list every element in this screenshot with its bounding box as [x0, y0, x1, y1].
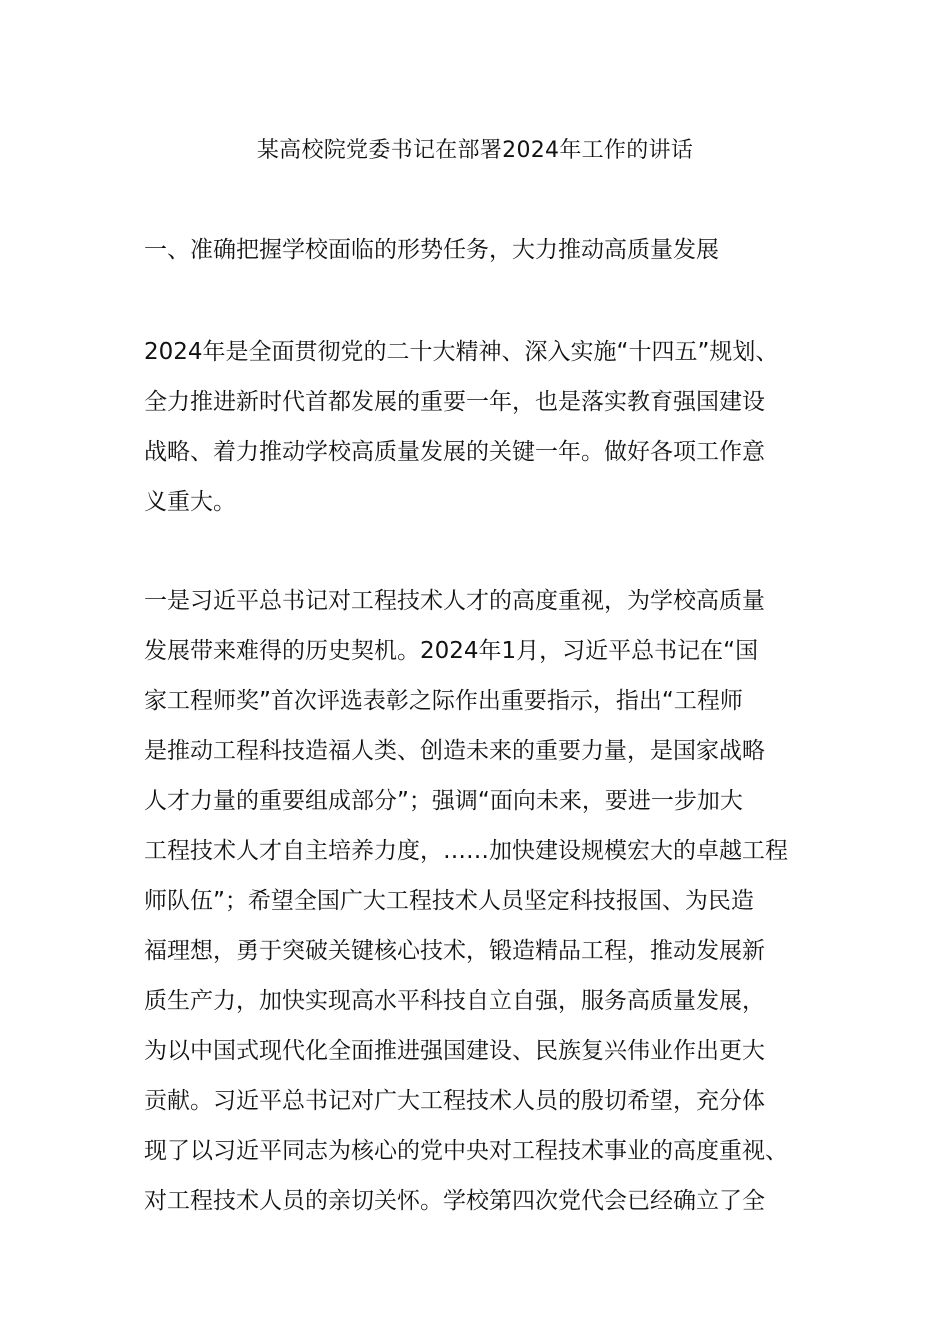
paragraph-line: 师队伍”；希望全国广大工程技术人员坚定科技报国、为民造: [144, 888, 754, 914]
paragraph-line: 为以中国式现代化全面推进强国建设、民族复兴伟业作出更大: [144, 1038, 765, 1064]
paragraph-line: 家工程师奖”首次评选表彰之际作出重要指示，指出“工程师: [144, 688, 743, 714]
paragraph-line: 一是习近平总书记对工程技术人才的高度重视，为学校高质量: [144, 588, 765, 614]
paragraph-line: 全力推进新时代首都发展的重要一年，也是落实教育强国建设: [144, 389, 765, 415]
paragraph-line: 工程技术人才自主培养力度，……加快建设规模宏大的卓越工程: [144, 838, 788, 864]
paragraph: [144, 327, 812, 527]
section-heading: 一、准确把握学校面临的形势任务，大力推动高质量发展: [144, 237, 719, 263]
paragraph-line: 是推动工程科技造福人类、创造未来的重要力量，是国家战略: [144, 738, 765, 764]
paragraph-line: 质生产力，加快实现高水平科技自立自强，服务高质量发展，: [144, 988, 765, 1014]
paragraph-line: 发展带来难得的历史契机。2024年1月，习近平总书记在“国: [144, 638, 759, 664]
paragraph-line: 战略、着力推动学校高质量发展的关键一年。做好各项工作意: [144, 439, 765, 465]
document-title: 某高校院党委书记在部署2024年工作的讲话: [256, 138, 694, 163]
paragraph-line: 贡献。习近平总书记对广大工程技术人员的殷切希望，充分体: [144, 1088, 765, 1114]
paragraph-line: 对工程技术人员的亲切关怀。学校第四次党代会已经确立了全: [144, 1188, 765, 1214]
paragraph-line: 义重大。: [144, 489, 236, 515]
paragraph-line: 人才力量的重要组成部分”；强调“面向未来，要进一步加大: [144, 788, 743, 814]
paragraph: [144, 576, 812, 1226]
paragraph-line: 福理想，勇于突破关键核心技术，锻造精品工程，推动发展新: [144, 938, 765, 964]
paragraph-line: 2024年是全面贯彻党的二十大精神、深入实施“十四五”规划、: [144, 339, 779, 365]
paragraph-line: 现了以习近平同志为核心的党中央对工程技术事业的高度重视、: [144, 1138, 788, 1164]
